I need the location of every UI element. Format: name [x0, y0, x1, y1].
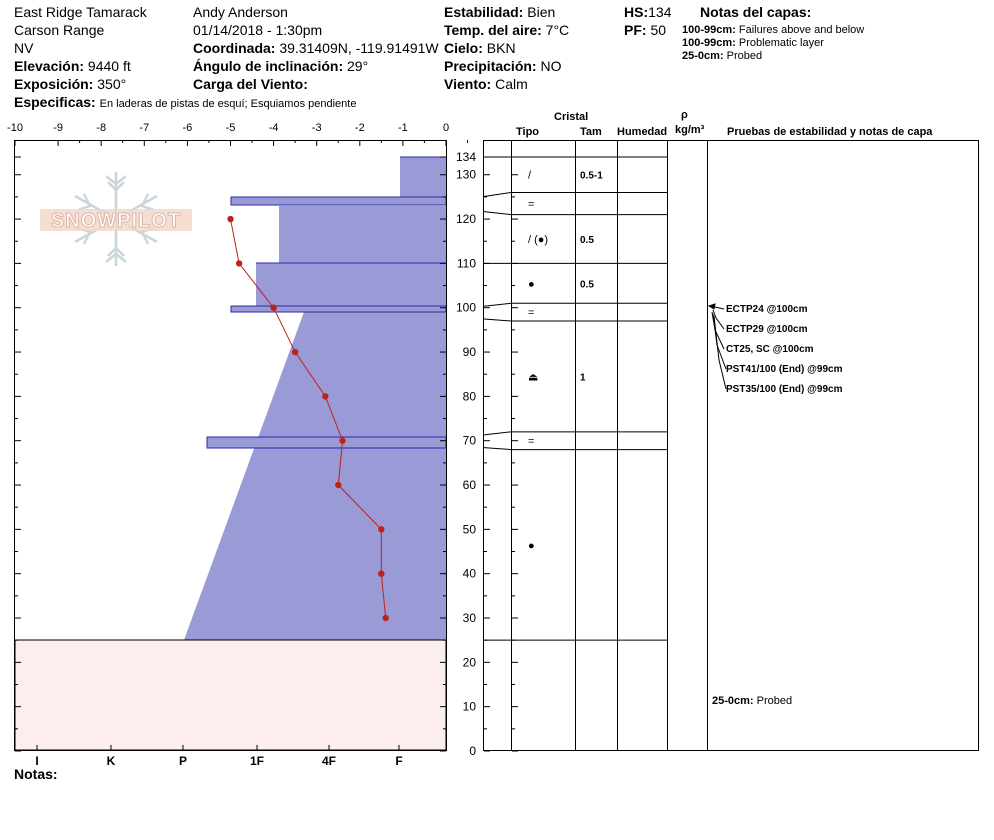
col-moisture: Humedad: [617, 126, 668, 138]
precip-label: Precipitación:: [444, 58, 537, 74]
coord-value: 39.31409N, -119.91491W: [279, 40, 439, 56]
crystal-type: /: [528, 169, 532, 182]
location: East Ridge Tamarack: [14, 4, 147, 20]
pf-label: PF:: [624, 22, 647, 38]
depth-tick-label: 100: [455, 300, 476, 315]
air-temp-value: 7°C: [545, 22, 570, 38]
hardness-layer-thin: [231, 197, 446, 205]
layer-connector: [484, 432, 511, 435]
no-hardness-area: [15, 640, 446, 750]
range: Carson Range: [14, 22, 105, 38]
temp-axis: [7, 122, 467, 146]
col-density-unit: kg/m³: [675, 124, 705, 136]
temperature-point: [378, 570, 384, 576]
hardness-tick-label: 4F: [321, 754, 337, 768]
temp-tick-label: -7: [139, 122, 150, 134]
col-rho: ρ: [681, 109, 688, 121]
hardness-layer-thin: [207, 437, 446, 448]
temperature-point: [236, 260, 242, 266]
depth-tick-label: 10: [462, 699, 476, 714]
layer-connector: [484, 448, 511, 450]
crystal-type: =: [528, 435, 535, 448]
snowpilot-logo: [40, 172, 192, 266]
state: NV: [14, 40, 34, 56]
hardness-tick-label: I: [35, 754, 39, 768]
crystal-type: / (●): [528, 234, 549, 247]
temperature-point: [382, 615, 388, 621]
aspect-label: Exposición:: [14, 76, 94, 92]
layer-note-text: Probed: [726, 50, 763, 62]
layer-connector: [484, 303, 511, 306]
stability-test: CT25, SC @100cm: [726, 344, 814, 355]
crystal-size: 0.5: [580, 235, 594, 247]
col-tests: Pruebas de estabilidad y notas de capa: [727, 126, 933, 138]
hardness-tick-label: P: [178, 754, 188, 768]
temperature-point: [322, 393, 328, 399]
depth-tick-label: 130: [455, 167, 476, 182]
wind-value: Calm: [495, 76, 528, 92]
crystal-type: ●: [528, 539, 535, 552]
depth-tick-label: 110: [456, 256, 476, 271]
hs-label: HS:: [624, 4, 649, 20]
depth-tick-label: 120: [455, 212, 476, 227]
crystal-type: ⏏: [528, 371, 539, 384]
temperature-point: [292, 349, 298, 355]
depth-tick-label: 90: [462, 345, 476, 360]
elevation-value: 9440 ft: [87, 58, 131, 74]
specifics-label: Especificas:: [14, 94, 96, 110]
temp-tick-label: -9: [53, 122, 63, 134]
hardness-tick-label: 1F: [249, 754, 265, 768]
coord-label: Coordinada:: [193, 40, 276, 56]
col-size: Tam: [580, 126, 602, 138]
datetime: 01/14/2018 - 1:30pm: [193, 22, 323, 38]
temp-tick-label: -3: [311, 122, 322, 134]
crystal-size: 1: [580, 372, 586, 384]
layer-connector: [484, 319, 511, 321]
depth-tick-label: 20: [462, 655, 476, 670]
depth-tick-label: 30: [462, 611, 476, 626]
depth-tick-label: 70: [462, 433, 476, 448]
layer-note-range: 25-0cm:: [682, 50, 724, 62]
layer-notes-title: Notas del capas:: [700, 4, 812, 20]
hardness-layer: [400, 157, 446, 197]
sky-label: Cielo:: [444, 40, 483, 56]
temp-tick-label: -6: [182, 122, 193, 134]
logo-text: SNOWPILOT: [50, 210, 182, 232]
temp-tick-label: 0: [442, 122, 450, 134]
specifics-value: En laderas de pistas de esquí; Esquiamos pendiente: [99, 98, 357, 110]
temperature-point: [335, 482, 341, 488]
stability-test: PST35/100 (End) @99cm: [726, 384, 843, 395]
precip-value: NO: [540, 58, 562, 74]
temp-tick-label: -2: [354, 122, 365, 134]
temperature-point: [227, 216, 233, 222]
probe-note-text: Probed: [756, 695, 793, 707]
stability-value: Bien: [527, 4, 556, 20]
layer-note-text: Failures above and below: [738, 24, 865, 36]
probe-note-range: 25-0cm:: [712, 695, 757, 707]
depth-tick-label: 134: [455, 150, 476, 164]
temp-tick-label: -5: [225, 122, 236, 134]
temp-tick-label: -4: [268, 122, 279, 134]
layer-connector: [484, 212, 511, 215]
slope-value: 29°: [347, 58, 369, 74]
depth-tick-label: 50: [462, 522, 476, 537]
notes-label: Notas:: [14, 766, 58, 782]
hardness-layer: [279, 206, 446, 264]
test-arrows: [709, 304, 726, 389]
stability-test: ECTP29 @100cm: [726, 324, 808, 335]
depth-tick-label: 60: [462, 478, 476, 493]
crystal-size: 0.5-1: [580, 170, 603, 182]
col-crystal: Cristal: [554, 111, 589, 123]
crystal-type: =: [528, 307, 535, 320]
pf-value: 50: [650, 22, 667, 38]
temp-tick-label: -10: [7, 122, 23, 134]
temperature-point: [339, 438, 345, 444]
probe-note: [712, 695, 792, 707]
hardness-tick-label: F: [395, 754, 403, 768]
layer-note-text: Problematic layer: [738, 37, 824, 49]
hardness-layer: [256, 263, 446, 308]
layer-connector: [484, 192, 511, 196]
depth-tick-label: 40: [462, 566, 476, 581]
depth-tick-label: 0: [469, 744, 476, 758]
hardness-bulk: [184, 312, 446, 640]
slope-label: Ángulo de inclinación:: [193, 58, 344, 74]
depth-tick-label: 80: [462, 389, 476, 404]
stability-tests: [712, 304, 843, 707]
hardness-tick-label: K: [106, 754, 116, 768]
air-temp-label: Temp. del aire:: [444, 22, 542, 38]
crystal-type: ●: [528, 278, 535, 291]
layers-table-frame: [484, 141, 979, 751]
crystal-type: =: [528, 198, 535, 211]
hs-value: 134: [648, 4, 672, 20]
sky-value: BKN: [486, 40, 516, 56]
layer-note-range: 100-99cm:: [682, 37, 736, 49]
wind-label: Viento:: [444, 76, 492, 92]
temp-tick-label: -1: [398, 122, 408, 134]
temperature-point: [270, 305, 276, 311]
wind-load-label: Carga del Viento:: [193, 76, 308, 92]
temp-tick-label: -8: [96, 122, 107, 134]
crystal-size: 0.5: [580, 279, 594, 291]
layer-note-range: 100-99cm:: [682, 24, 736, 36]
observer: Andy Anderson: [193, 4, 288, 20]
elevation-label: Elevación:: [14, 58, 85, 74]
stability-test: PST41/100 (End) @99cm: [726, 364, 843, 375]
col-type: Tipo: [516, 126, 540, 138]
stability-test: ECTP24 @100cm: [726, 304, 808, 315]
temperature-point: [378, 526, 384, 532]
stability-label: Estabilidad:: [444, 4, 524, 20]
aspect-value: 350°: [97, 76, 127, 92]
hardness-layer-thin: [231, 306, 446, 312]
